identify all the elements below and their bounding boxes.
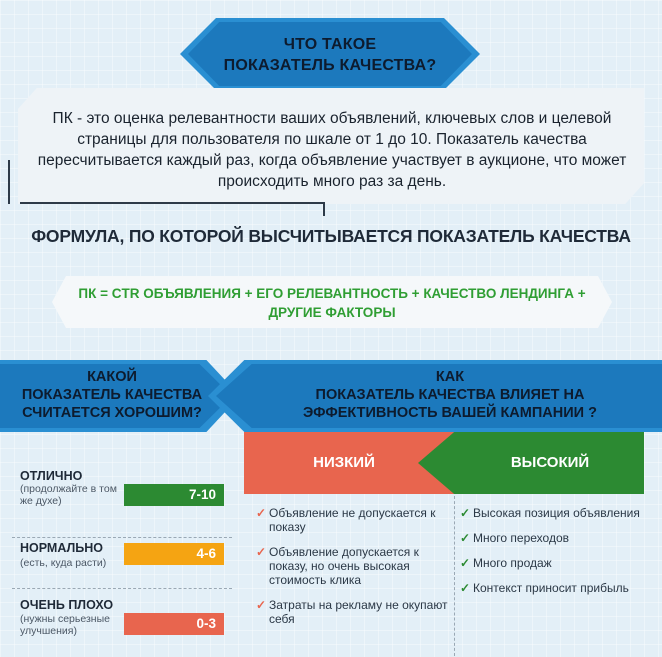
check-icon: ✓ [256, 506, 267, 520]
impact-banner-text [250, 368, 650, 422]
list-item [256, 545, 448, 587]
rating-title-excellent: ОТЛИЧНО [20, 469, 83, 483]
list-item [256, 598, 448, 626]
list-item-text: Много переходов [473, 531, 569, 545]
list-item-text: Высокая позиция объявления [473, 506, 640, 520]
list-item-text: Объявление не допускается к показу [269, 506, 436, 534]
definition-text: ПК - это оценка релевантности ваших объявлений, ключевых слов и целевой страницы для пользователя по шкале от 1 до 10. Показатель качества пересчитывается каждый раз, когда объявление участвует в аукционе, что может происходить много раз за день. [37, 110, 627, 190]
check-icon: ✓ [460, 531, 471, 545]
rating-divider [12, 588, 232, 589]
formula-heading: ФОРМУЛА, ПО КОТОРОЙ ВЫСЧИТЫВАЕТСЯ ПОКАЗАТЕЛЬ КАЧЕСТВА [31, 226, 631, 246]
formula-line-2: ДРУГИЕ ФАКТОРЫ [268, 305, 396, 320]
definition-side-line [8, 160, 10, 204]
list-item-text: Много продаж [473, 556, 552, 570]
rating-banner-line-2: ПОКАЗАТЕЛЬ КАЧЕСТВА [21, 387, 203, 403]
high-score-label: ВЫСОКИЙ [510, 454, 590, 471]
rating-bar-excellent: 7-10 [124, 484, 224, 506]
list-item [460, 531, 640, 545]
rating-bar-bad: 0-3 [124, 613, 224, 635]
check-icon: ✓ [256, 598, 267, 612]
check-icon: ✓ [256, 545, 267, 559]
rating-note-bad: (нужны серьезные улучшения) [20, 613, 110, 637]
rating-note-excellent: (продолжайте в том же духе) [20, 483, 117, 507]
list-item-text: Затраты на рекламу не окупают себя [269, 598, 448, 626]
list-item [460, 581, 640, 595]
rating-title-bad: ОЧЕНЬ ПЛОХО [20, 598, 114, 612]
rating-banner-line-1: КАКОЙ [87, 369, 137, 385]
list-item [460, 506, 640, 520]
check-icon: ✓ [460, 556, 471, 570]
title-line-1: ЧТО ТАКОЕ [283, 36, 377, 53]
page-title [200, 34, 460, 76]
rating-banner-text [12, 368, 212, 422]
low-score-label: НИЗКИЙ [313, 454, 375, 471]
rating-banner-line-3: СЧИТАЕТСЯ ХОРОШИМ? [22, 405, 202, 421]
list-item-text: Контекст приносит прибыль [473, 581, 629, 595]
title-line-2: ПОКАЗАТЕЛЬ КАЧЕСТВА? [223, 57, 437, 74]
check-icon: ✓ [460, 581, 471, 595]
impact-banner-line-3: ЭФФЕКТИВНОСТЬ ВАШЕЙ КАМПАНИИ ? [303, 405, 597, 421]
high-score-list [460, 506, 640, 606]
low-score-list [256, 506, 448, 637]
list-item [460, 556, 640, 570]
definition-underline [20, 202, 325, 204]
formula-line-1: ПК = CTR ОБЪЯВЛЕНИЯ + ЕГО РЕЛЕВАНТНОСТЬ + КАЧЕСТВО ЛЕНДИНГА + [78, 286, 586, 301]
impact-banner-line-2: ПОКАЗАТЕЛЬ КАЧЕСТВА ВЛИЯЕТ НА [315, 387, 585, 403]
list-item-text: Объявление допускается к показу, но очень высокая стоимость клика [269, 545, 419, 587]
definition-underline-tick [323, 202, 325, 216]
impact-banner-line-1: КАК [435, 369, 465, 385]
column-divider [454, 496, 455, 656]
check-icon: ✓ [460, 506, 471, 520]
rating-bar-normal: 4-6 [124, 543, 224, 565]
rating-title-normal: НОРМАЛЬНО [20, 541, 104, 555]
rating-note-normal: (есть, куда расти) [20, 557, 107, 569]
formula-text [60, 284, 604, 322]
list-item [256, 506, 448, 534]
rating-divider [12, 537, 232, 538]
